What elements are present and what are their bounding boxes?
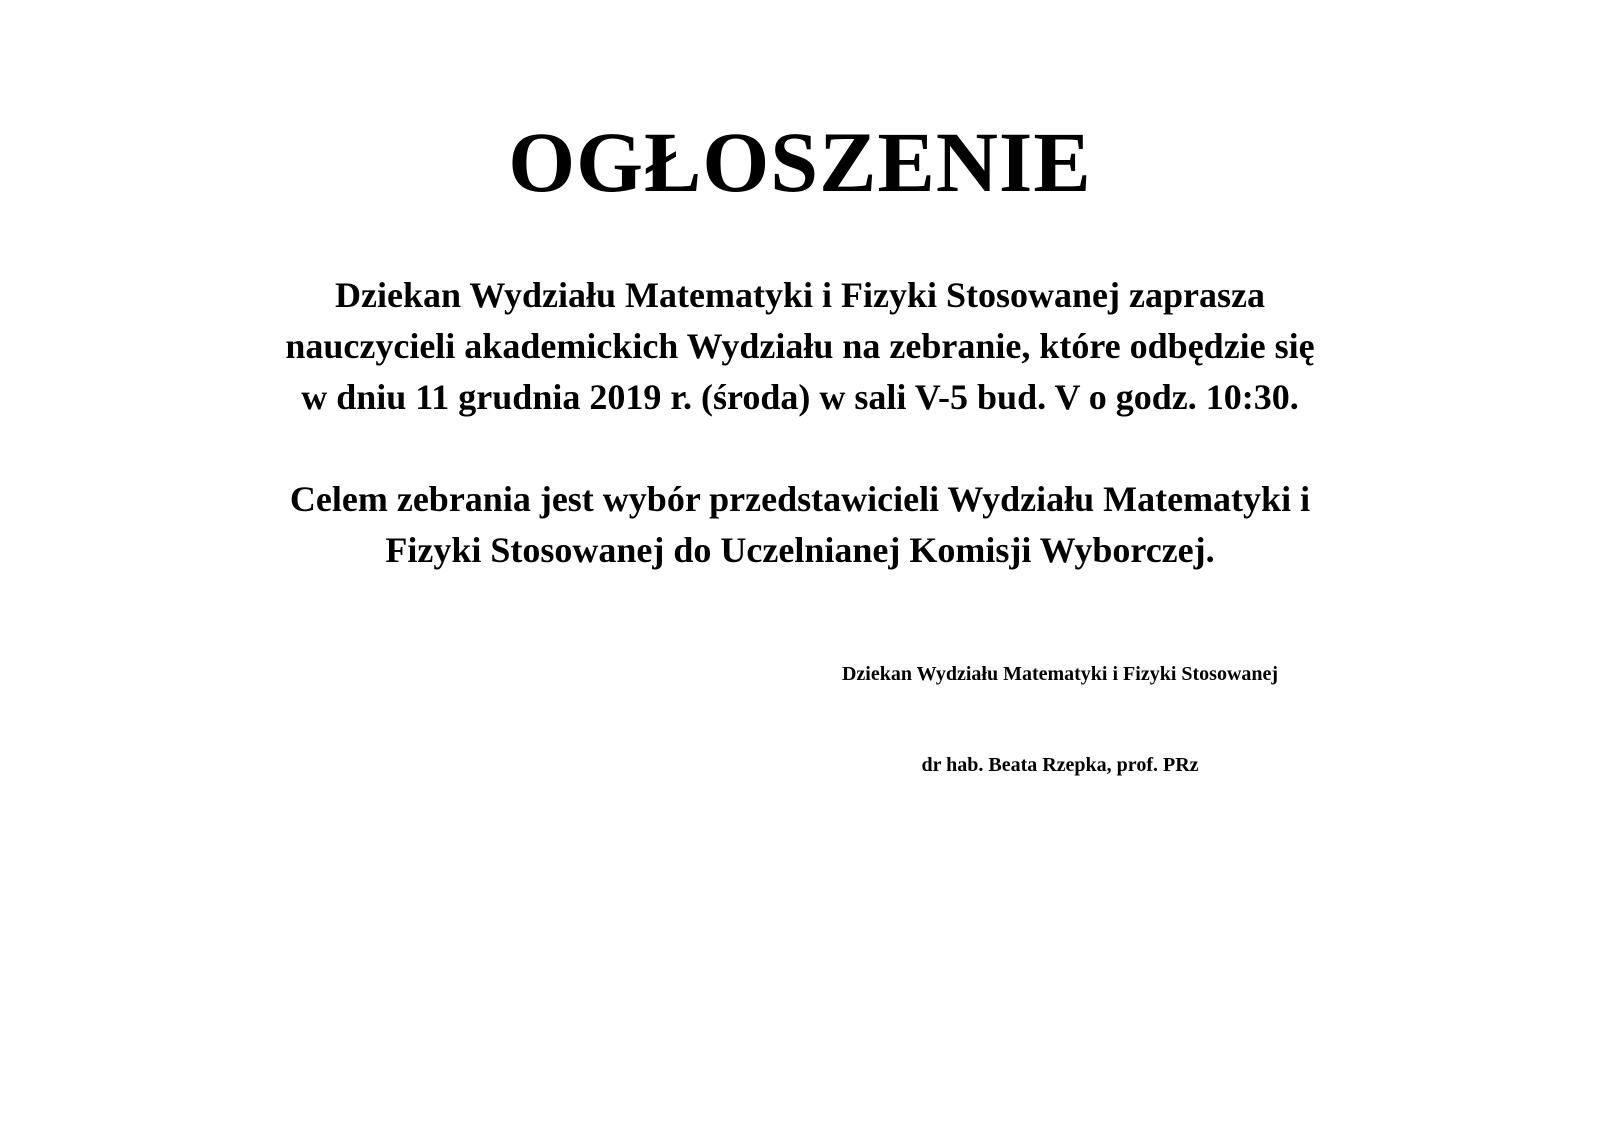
paragraph-line: Celem zebrania jest wybór przedstawicieli Wydziału Matematyki i	[289, 479, 1311, 519]
signature-name: dr hab. Beata Rzepka, prof. PRz	[921, 754, 1199, 776]
invitation-paragraph	[100, 270, 1500, 423]
announcement-title: OGŁOSZENIE	[508, 114, 1092, 210]
paragraph-line: Dziekan Wydziału Matematyki i Fizyki Stosowanej zaprasza	[335, 275, 1265, 315]
paragraph-line: nauczycieli akademickich Wydziału na zebranie, które odbędzie się	[285, 326, 1315, 366]
paragraph-line: w dniu 11 grudnia 2019 r. (środa) w sali V-5 bud. V o godz. 10:30.	[301, 377, 1299, 417]
purpose-paragraph	[100, 474, 1500, 576]
paragraph-line: Fizyki Stosowanej do Uczelnianej Komisji Wyborczej.	[385, 530, 1215, 570]
signature-position: Dziekan Wydziału Matematyki i Fizyki Stosowanej	[841, 663, 1279, 685]
